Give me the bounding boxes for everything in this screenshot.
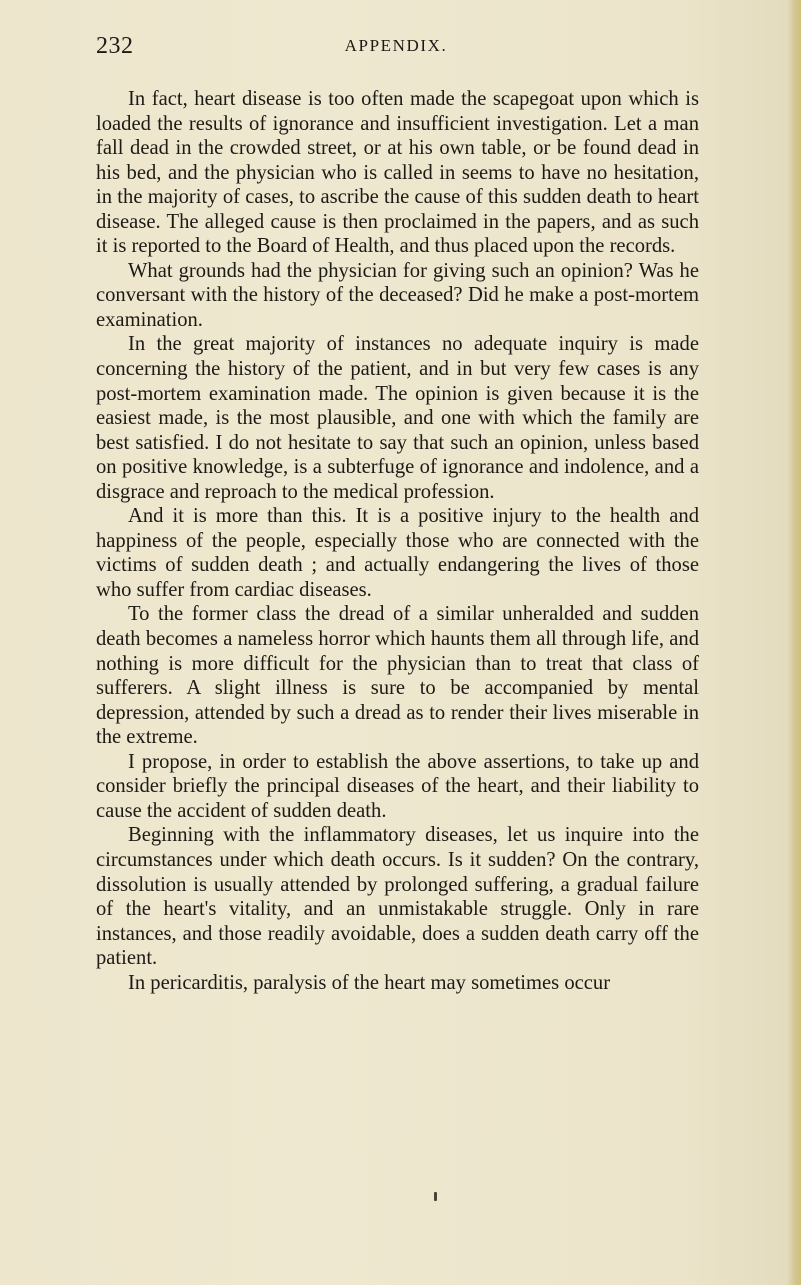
- ink-mark: [434, 1192, 437, 1201]
- page-header: [96, 33, 696, 63]
- paragraph-5: To the former class the dread of a similar unheralded and sudden death becomes a nameless horror which haunts them all through life, and nothing is more difficult for the physician than to treat that class of sufferers. A slight illness is sure to be accompanied by mental depression, attended by such a dread as to render their lives miserable in the extreme.: [96, 603, 699, 749]
- paragraph-3: In the great majority of instances no adequate inquiry is made concerning the history of the patient, and in but very few cases is any post-mortem examination made. The opinion is given because it is the easiest made, is the most plausible, and one with which the family are best satisfied. I do not hesitate to say that such an opinion, unless based on positive knowledge, is a subterfuge of ignorance and indolence, and a disgrace and reproach to the medical profession.: [96, 333, 699, 503]
- running-head: APPENDIX.: [344, 36, 448, 55]
- paragraph-4: And it is more than this. It is a positive injury to the health and happiness of the people, especially those who are connected with the victims of sudden death ; and actually endangering the lives of those who suffer from cardiac diseases.: [96, 505, 699, 601]
- paragraph-6: I propose, in order to establish the above assertions, to take up and consider briefly the principal diseases of the heart, and their liability to cause the accident of sudden death.: [96, 750, 699, 822]
- paragraph-1: In fact, heart disease is too often made the scapegoat upon which is loaded the results of ignorance and insufficient investigation. Let a man fall dead in the crowded street, or at his own table, or be found dead in his bed, and the physician who is called in seems to have no hesitation, in the majority of cases, to ascribe the cause of this sudden death to heart disease. The alleged cause is then proclaimed in the papers, and as such it is reported to the Board of Health, and thus placed upon the records.: [96, 88, 699, 258]
- paragraph-2: What grounds had the physician for giving such an opinion? Was he conversant with the history of the deceased? Did he make a post-mortem examination.: [96, 259, 699, 331]
- body-text: [96, 87, 699, 995]
- paragraph-7: Beginning with the inflammatory diseases, let us inquire into the circumstances under which death occurs. Is it sudden? On the contrary, dissolution is usually attended by prolonged suffering, a gradual failure of the heart's vitality, and an unmistakable struggle. Only in rare instances, and those readily avoidable, does a sudden death carry off the patient.: [96, 824, 699, 970]
- paragraph-8: In pericarditis, paralysis of the heart may sometimes occur: [128, 971, 611, 994]
- page-edge-shading: [787, 0, 801, 1285]
- page-number: 232: [96, 33, 134, 59]
